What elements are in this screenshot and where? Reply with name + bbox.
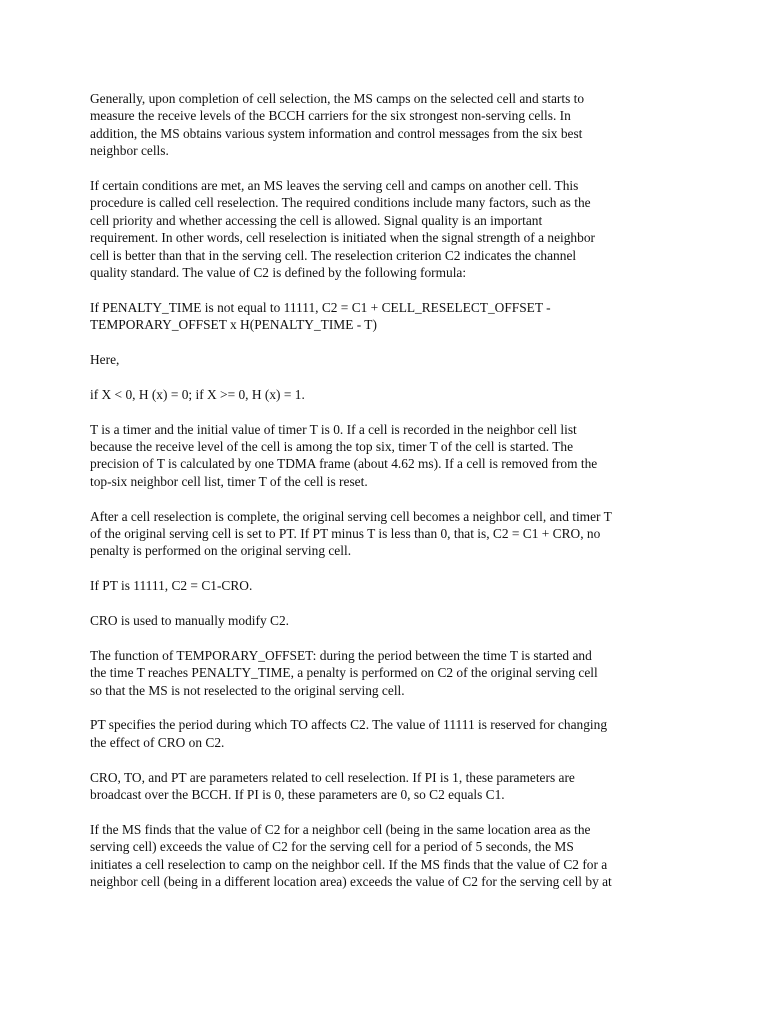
paragraph-cro: CRO is used to manually modify C2. bbox=[90, 613, 289, 629]
paragraph-timer: T is a timer and the initial value of timer T is 0. If a cell is recorded in the neighbor cell list because the receive level of the cell is among the top six, timer T of the cell is started. The precision of T is calculated by one TDMA frame (about 4.62 ms). If a cell is removed from the top-six neighbor cell list, timer T of the cell is reset. bbox=[90, 421, 598, 489]
paragraph-formula: If PENALTY_TIME is not equal to 11111, C2 = C1 + CELL_RESELECT_OFFSET - TEMPORARY_OFFSET x H(PENALTY_TIME - T) bbox=[90, 299, 551, 333]
paragraph-pt-11111: If PT is 11111, C2 = C1-CRO. bbox=[90, 578, 253, 594]
paragraph-heaviside: if X < 0, H (x) = 0; if X >= 0, H (x) = 1. bbox=[90, 386, 305, 402]
paragraph-after-reselection: After a cell reselection is complete, the original serving cell becomes a neighbor cell, and timer T of the original serving cell is set to PT. If PT minus T is less than 0, that is, C2 = C1 + CRO, no penalty is performed on the original serving cell. bbox=[90, 508, 612, 559]
paragraph-parameters: CRO, TO, and PT are parameters related to cell reselection. If PI is 1, these parameters are broadcast over the BCCH. If PI is 0, these parameters are 0, so C2 equals C1. bbox=[90, 769, 575, 803]
paragraph-temporary-offset: The function of TEMPORARY_OFFSET: during the period between the time T is started and the time T reaches PENALTY_TIME, a penalty is performed on C2 of the original serving cell so that the MS is not reselected to the original serving cell. bbox=[90, 647, 598, 698]
paragraph-intro: Generally, upon completion of cell selection, the MS camps on the selected cell and starts to measure the receive levels of the BCCH carriers for the six strongest non-serving cells. In addition, the MS obtains various system information and control messages from the six best neighbor cells. bbox=[90, 91, 585, 159]
paragraph-here: Here, bbox=[90, 352, 120, 368]
paragraph-ms-finds: If the MS finds that the value of C2 for a neighbor cell (being in the same location area as the serving cell) exceeds the value of C2 for the serving cell for a period of 5 seconds, the MS initiates a cell reselection to camp on the neighbor cell. If the MS finds that the value of C2 for a neighbor cell (being in a different location area) exceeds the value of C2 for the serving cell by at bbox=[90, 821, 612, 890]
paragraph-reselection: If certain conditions are met, an MS leaves the serving cell and camps on another cell. This procedure is called cell reselection. The required conditions include many factors, such as the cell priority and whether accessing the cell is allowed. Signal quality is an important requirement. In other words, cell reselection is initiated when the signal strength of a neighbor cell is better than that in the serving cell. The reselection criterion C2 indicates the channel quality standard. The value of C2 is defined by the following formula: bbox=[90, 178, 595, 281]
paragraph-pt: PT specifies the period during which TO affects C2. The value of 11111 is reserved for changing the effect of CRO on C2. bbox=[90, 717, 608, 750]
document-page bbox=[90, 90, 682, 908]
